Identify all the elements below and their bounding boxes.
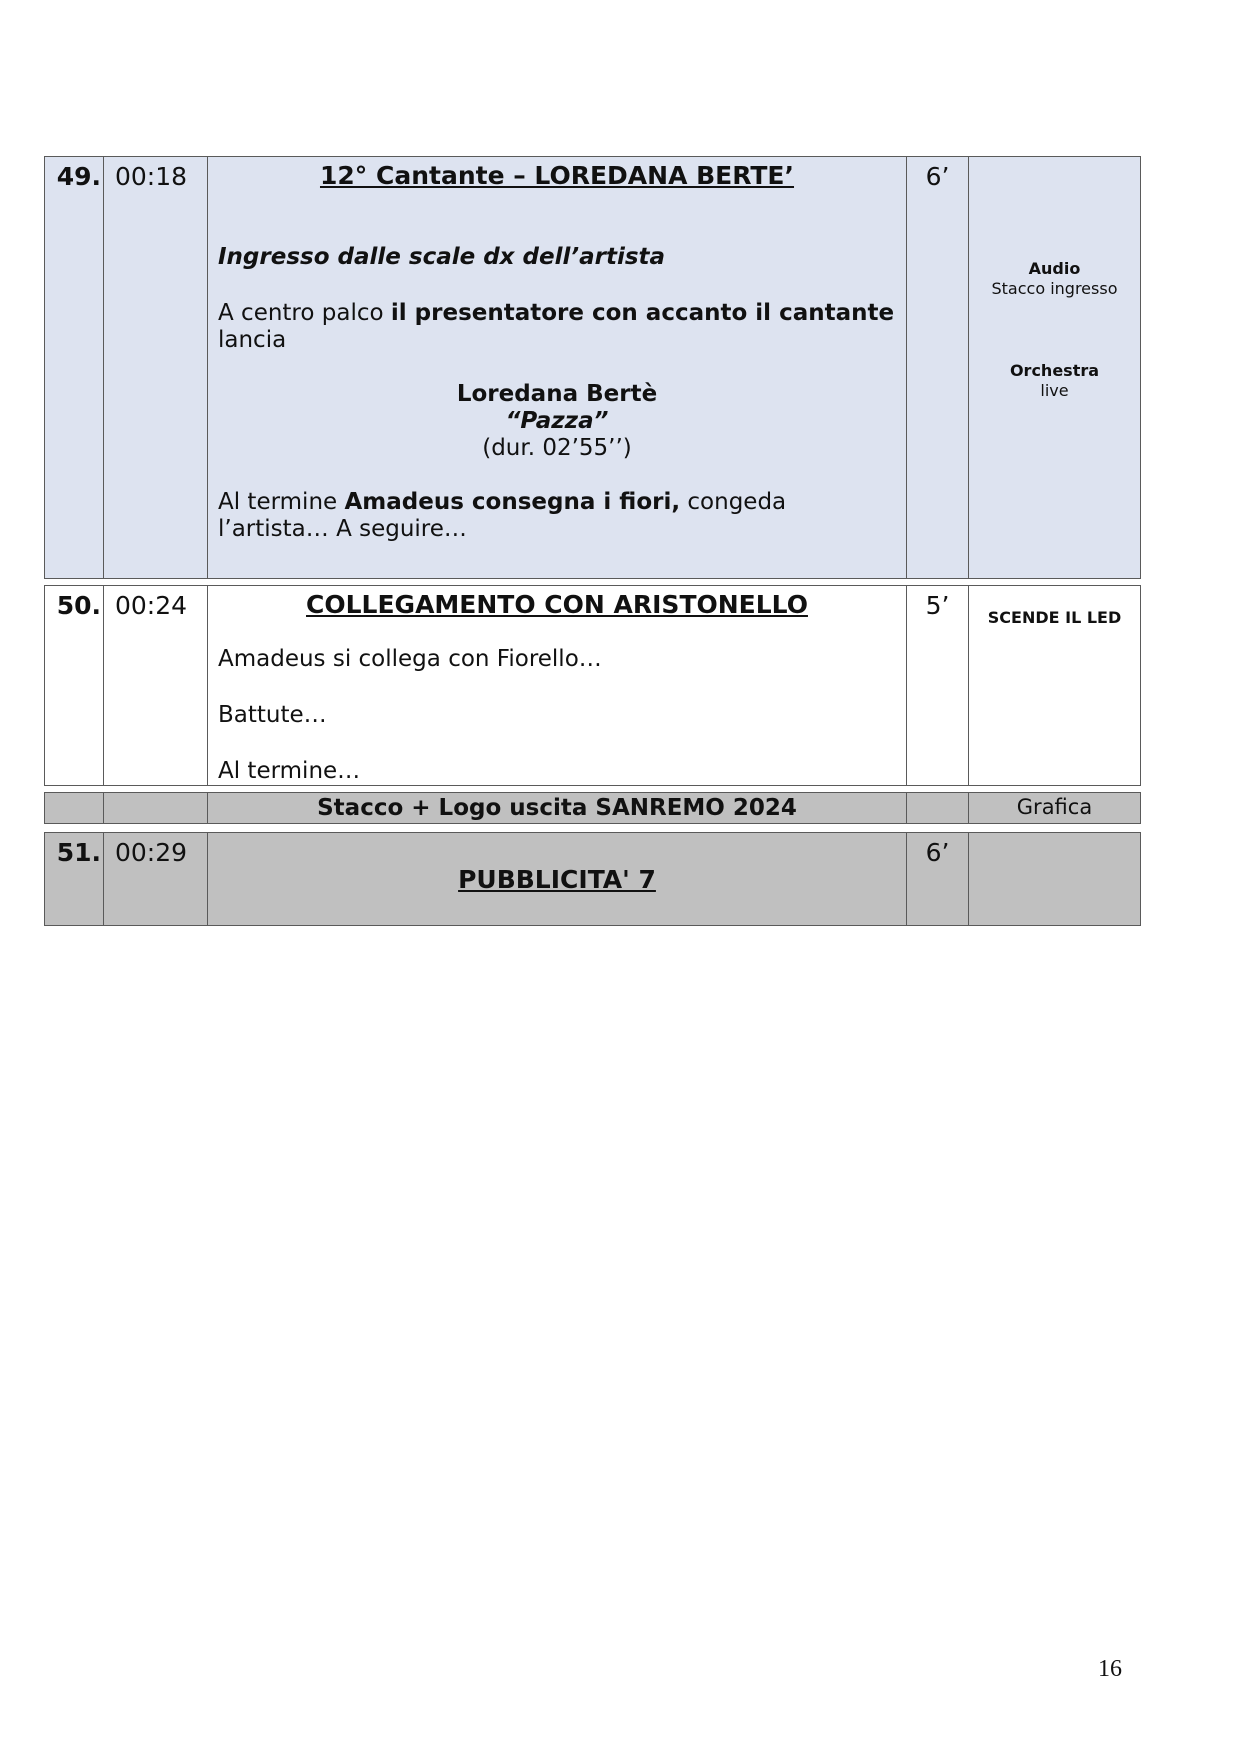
- row-time: 00:18: [104, 157, 208, 579]
- audio-text: Stacco ingresso: [991, 279, 1118, 298]
- song-title: “Pazza”: [505, 408, 609, 434]
- song-duration: (dur. 02’55’’): [482, 435, 632, 461]
- rundown-row-stacco: [44, 792, 1141, 824]
- row-number: 50.: [45, 586, 104, 786]
- row-content: Stacco + Logo uscita SANREMO 2024: [208, 793, 907, 824]
- rundown-row-50: [44, 585, 1141, 786]
- content-line: Amadeus si collega con Fiorello…: [218, 646, 602, 672]
- orchestra-text: live: [1040, 381, 1069, 400]
- rundown-row-49: [44, 156, 1141, 579]
- entrance-note: Ingresso dalle scale dx dell’artista: [218, 244, 666, 270]
- row-title: COLLEGAMENTO CON ARISTONELLO: [306, 590, 808, 619]
- content-line: Al termine…: [218, 758, 361, 784]
- center-stage-note: A centro palco il presentatore con accanto il cantante lancia: [218, 300, 895, 353]
- end-note: Al termine Amadeus consegna i fiori, congeda l’artista… A seguire…: [218, 489, 787, 542]
- empty-cell: [45, 793, 104, 824]
- row-title: PUBBLICITA' 7: [458, 865, 656, 894]
- row-duration: 6’: [907, 157, 969, 579]
- audio-label: Audio: [1028, 259, 1081, 278]
- row-notes: [969, 833, 1141, 926]
- row-number: 49.: [45, 157, 104, 579]
- row-title: 12° Cantante – LOREDANA BERTE’: [319, 161, 795, 190]
- rundown-row-51: [44, 832, 1141, 926]
- empty-cell: [907, 793, 969, 824]
- row-number: 51.: [45, 833, 104, 926]
- content-line: Battute…: [218, 702, 327, 728]
- row-content: [208, 157, 907, 579]
- orchestra-label: Orchestra: [1009, 361, 1100, 380]
- row-content: [208, 833, 907, 926]
- row-content: [208, 586, 907, 786]
- row-notes: [969, 157, 1141, 579]
- row-duration: 5’: [907, 586, 969, 786]
- row-notes: SCENDE IL LED: [969, 586, 1141, 786]
- artist-name: Loredana Bertè: [456, 381, 658, 407]
- empty-cell: [104, 793, 208, 824]
- row-notes: Grafica: [969, 793, 1141, 824]
- page-number: 16: [1098, 1656, 1122, 1682]
- row-time: 00:24: [104, 586, 208, 786]
- row-duration: 6’: [907, 833, 969, 926]
- row-time: 00:29: [104, 833, 208, 926]
